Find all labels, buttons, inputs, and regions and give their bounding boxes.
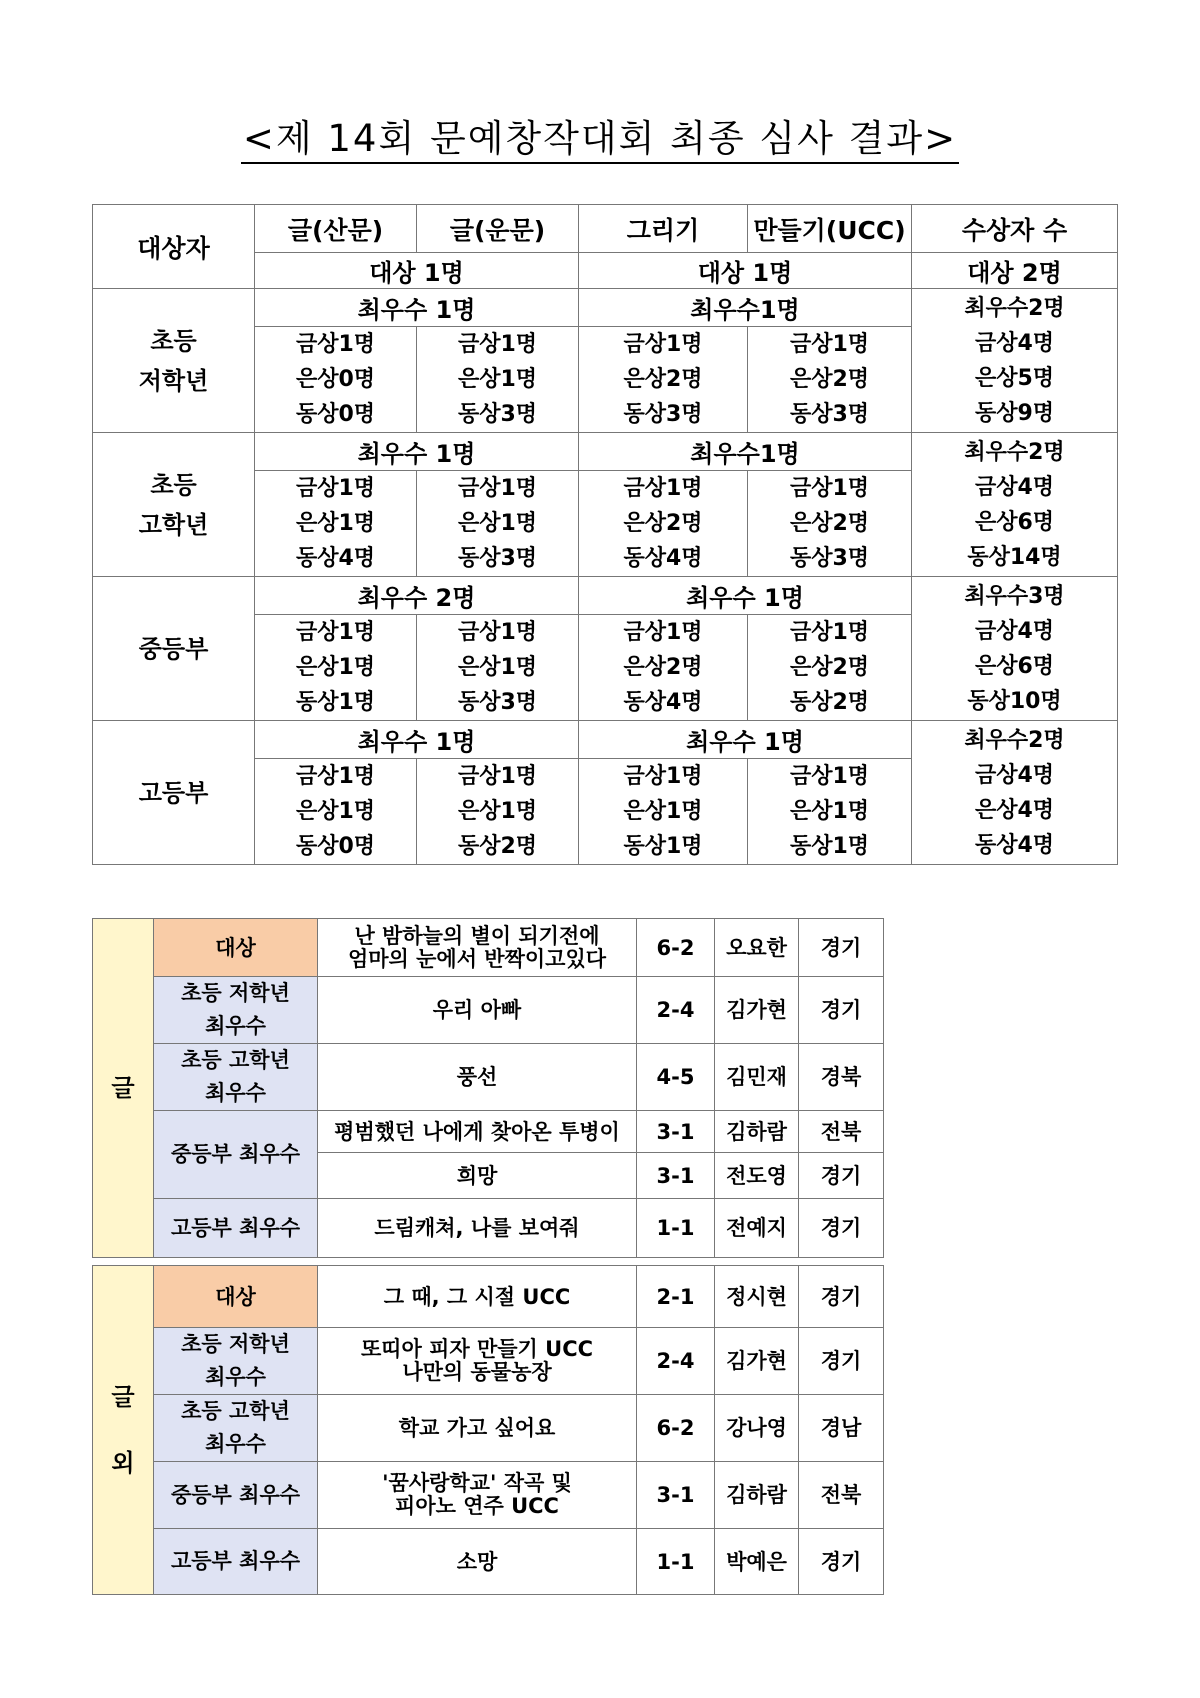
col-verse: 글(운문) bbox=[417, 205, 579, 253]
winner-region: 경기 bbox=[799, 1266, 884, 1328]
total-counts: 최우수2명 금상4명 은상5명 동상9명 bbox=[912, 289, 1118, 433]
winner-name: 김하람 bbox=[715, 1462, 799, 1529]
work-title: 난 밤하늘의 별이 되기전에 엄마의 눈에서 반짝이고있다 bbox=[318, 919, 637, 977]
art-top-prize: 최우수 1명 bbox=[579, 577, 912, 615]
writing-top-prize: 최우수 2명 bbox=[255, 577, 579, 615]
division-label: 고등부 최우수 bbox=[154, 1199, 318, 1258]
page-title: <제 14회 문예창작대회 최종 심사 결과> bbox=[0, 108, 1200, 162]
division-label: 대상 bbox=[154, 1266, 318, 1328]
work-title: 풍선 bbox=[318, 1044, 637, 1111]
division-label: 대상 bbox=[154, 919, 318, 977]
group-name: 초등 고학년 bbox=[93, 433, 255, 577]
winner-name: 강나영 bbox=[715, 1395, 799, 1462]
writing-top-prize: 최우수 1명 bbox=[255, 721, 579, 759]
col-drawing: 그리기 bbox=[579, 205, 748, 253]
prose-counts: 금상1명 은상0명 동상0명 bbox=[255, 327, 417, 433]
target-header: 대상자 bbox=[93, 205, 255, 289]
art-top-prize: 최우수1명 bbox=[579, 433, 912, 471]
class-number: 6-2 bbox=[637, 1395, 715, 1462]
class-number: 2-4 bbox=[637, 1328, 715, 1395]
division-label: 초등 고학년 최우수 bbox=[154, 1395, 318, 1462]
total-counts: 최우수2명 금상4명 은상6명 동상14명 bbox=[912, 433, 1118, 577]
winner-name: 김가현 bbox=[715, 977, 799, 1044]
winner-region: 경기 bbox=[799, 1328, 884, 1395]
work-title: 그 때, 그 시절 UCC bbox=[318, 1266, 637, 1328]
writing-top-prize: 최우수 1명 bbox=[255, 289, 579, 327]
winner-region: 경북 bbox=[799, 1044, 884, 1111]
winner-region: 경기 bbox=[799, 1153, 884, 1199]
work-title: 학교 가고 싶어요 bbox=[318, 1395, 637, 1462]
work-title: '꿈사랑학교' 작곡 및 피아노 연주 UCC bbox=[318, 1462, 637, 1529]
class-number: 2-1 bbox=[637, 1266, 715, 1328]
grand-prize-art: 대상 1명 bbox=[579, 253, 912, 289]
prose-counts: 금상1명 은상1명 동상1명 bbox=[255, 615, 417, 721]
class-number: 1-1 bbox=[637, 1199, 715, 1258]
group-name: 초등 저학년 bbox=[93, 289, 255, 433]
ucc-counts: 금상1명 은상2명 동상3명 bbox=[748, 471, 912, 577]
winner-region: 전북 bbox=[799, 1462, 884, 1529]
category-label: 글 외 bbox=[93, 1266, 154, 1595]
class-number: 2-4 bbox=[637, 977, 715, 1044]
work-title: 희망 bbox=[318, 1153, 637, 1199]
class-number: 6-2 bbox=[637, 919, 715, 977]
division-label: 초등 저학년 최우수 bbox=[154, 977, 318, 1044]
writing-top-prize: 최우수 1명 bbox=[255, 433, 579, 471]
winner-name: 오요한 bbox=[715, 919, 799, 977]
ucc-counts: 금상1명 은상2명 동상3명 bbox=[748, 327, 912, 433]
division-label: 초등 고학년 최우수 bbox=[154, 1044, 318, 1111]
winner-region: 경기 bbox=[799, 1199, 884, 1258]
division-label: 고등부 최우수 bbox=[154, 1529, 318, 1595]
group-name: 중등부 bbox=[93, 577, 255, 721]
grand-prize-total: 대상 2명 bbox=[912, 253, 1118, 289]
division-label: 중등부 최우수 bbox=[154, 1462, 318, 1529]
art-top-prize: 최우수 1명 bbox=[579, 721, 912, 759]
class-number: 3-1 bbox=[637, 1462, 715, 1529]
writing-winners-table bbox=[92, 918, 884, 1258]
work-title: 또띠아 피자 만들기 UCC 나만의 동물농장 bbox=[318, 1328, 637, 1395]
winner-region: 전북 bbox=[799, 1111, 884, 1153]
division-label: 중등부 최우수 bbox=[154, 1111, 318, 1199]
col-total: 수상자 수 bbox=[912, 205, 1118, 253]
verse-counts: 금상1명 은상1명 동상3명 bbox=[417, 327, 579, 433]
work-title: 소망 bbox=[318, 1529, 637, 1595]
winner-name: 김민재 bbox=[715, 1044, 799, 1111]
verse-counts: 금상1명 은상1명 동상3명 bbox=[417, 615, 579, 721]
total-counts: 최우수3명 금상4명 은상6명 동상10명 bbox=[912, 577, 1118, 721]
winner-name: 김하람 bbox=[715, 1111, 799, 1153]
class-number: 3-1 bbox=[637, 1111, 715, 1153]
class-number: 1-1 bbox=[637, 1529, 715, 1595]
winner-name: 전도영 bbox=[715, 1153, 799, 1199]
summary-table bbox=[92, 204, 1118, 865]
winner-name: 박예은 bbox=[715, 1529, 799, 1595]
class-number: 4-5 bbox=[637, 1044, 715, 1111]
winner-name: 전예지 bbox=[715, 1199, 799, 1258]
winner-region: 경기 bbox=[799, 1529, 884, 1595]
work-title: 우리 아빠 bbox=[318, 977, 637, 1044]
winner-region: 경기 bbox=[799, 977, 884, 1044]
drawing-counts: 금상1명 은상2명 동상4명 bbox=[579, 615, 748, 721]
division-label: 초등 저학년 최우수 bbox=[154, 1328, 318, 1395]
class-number: 3-1 bbox=[637, 1153, 715, 1199]
drawing-counts: 금상1명 은상2명 동상4명 bbox=[579, 471, 748, 577]
work-title: 드림캐쳐, 나를 보여줘 bbox=[318, 1199, 637, 1258]
category-label: 글 bbox=[93, 919, 154, 1258]
work-title: 평범했던 나에게 찾아온 투병이 bbox=[318, 1111, 637, 1153]
prose-counts: 금상1명 은상1명 동상0명 bbox=[255, 759, 417, 865]
winner-region: 경남 bbox=[799, 1395, 884, 1462]
total-counts: 최우수2명 금상4명 은상4명 동상4명 bbox=[912, 721, 1118, 865]
art-top-prize: 최우수1명 bbox=[579, 289, 912, 327]
winner-name: 김가현 bbox=[715, 1328, 799, 1395]
grand-prize-writing: 대상 1명 bbox=[255, 253, 579, 289]
prose-counts: 금상1명 은상1명 동상4명 bbox=[255, 471, 417, 577]
verse-counts: 금상1명 은상1명 동상3명 bbox=[417, 471, 579, 577]
group-name: 고등부 bbox=[93, 721, 255, 865]
ucc-counts: 금상1명 은상2명 동상2명 bbox=[748, 615, 912, 721]
col-ucc: 만들기(UCC) bbox=[748, 205, 912, 253]
winner-region: 경기 bbox=[799, 919, 884, 977]
ucc-counts: 금상1명 은상1명 동상1명 bbox=[748, 759, 912, 865]
verse-counts: 금상1명 은상1명 동상2명 bbox=[417, 759, 579, 865]
drawing-counts: 금상1명 은상1명 동상1명 bbox=[579, 759, 748, 865]
col-prose: 글(산문) bbox=[255, 205, 417, 253]
drawing-counts: 금상1명 은상2명 동상3명 bbox=[579, 327, 748, 433]
winner-name: 정시현 bbox=[715, 1266, 799, 1328]
other-winners-table bbox=[92, 1265, 884, 1595]
